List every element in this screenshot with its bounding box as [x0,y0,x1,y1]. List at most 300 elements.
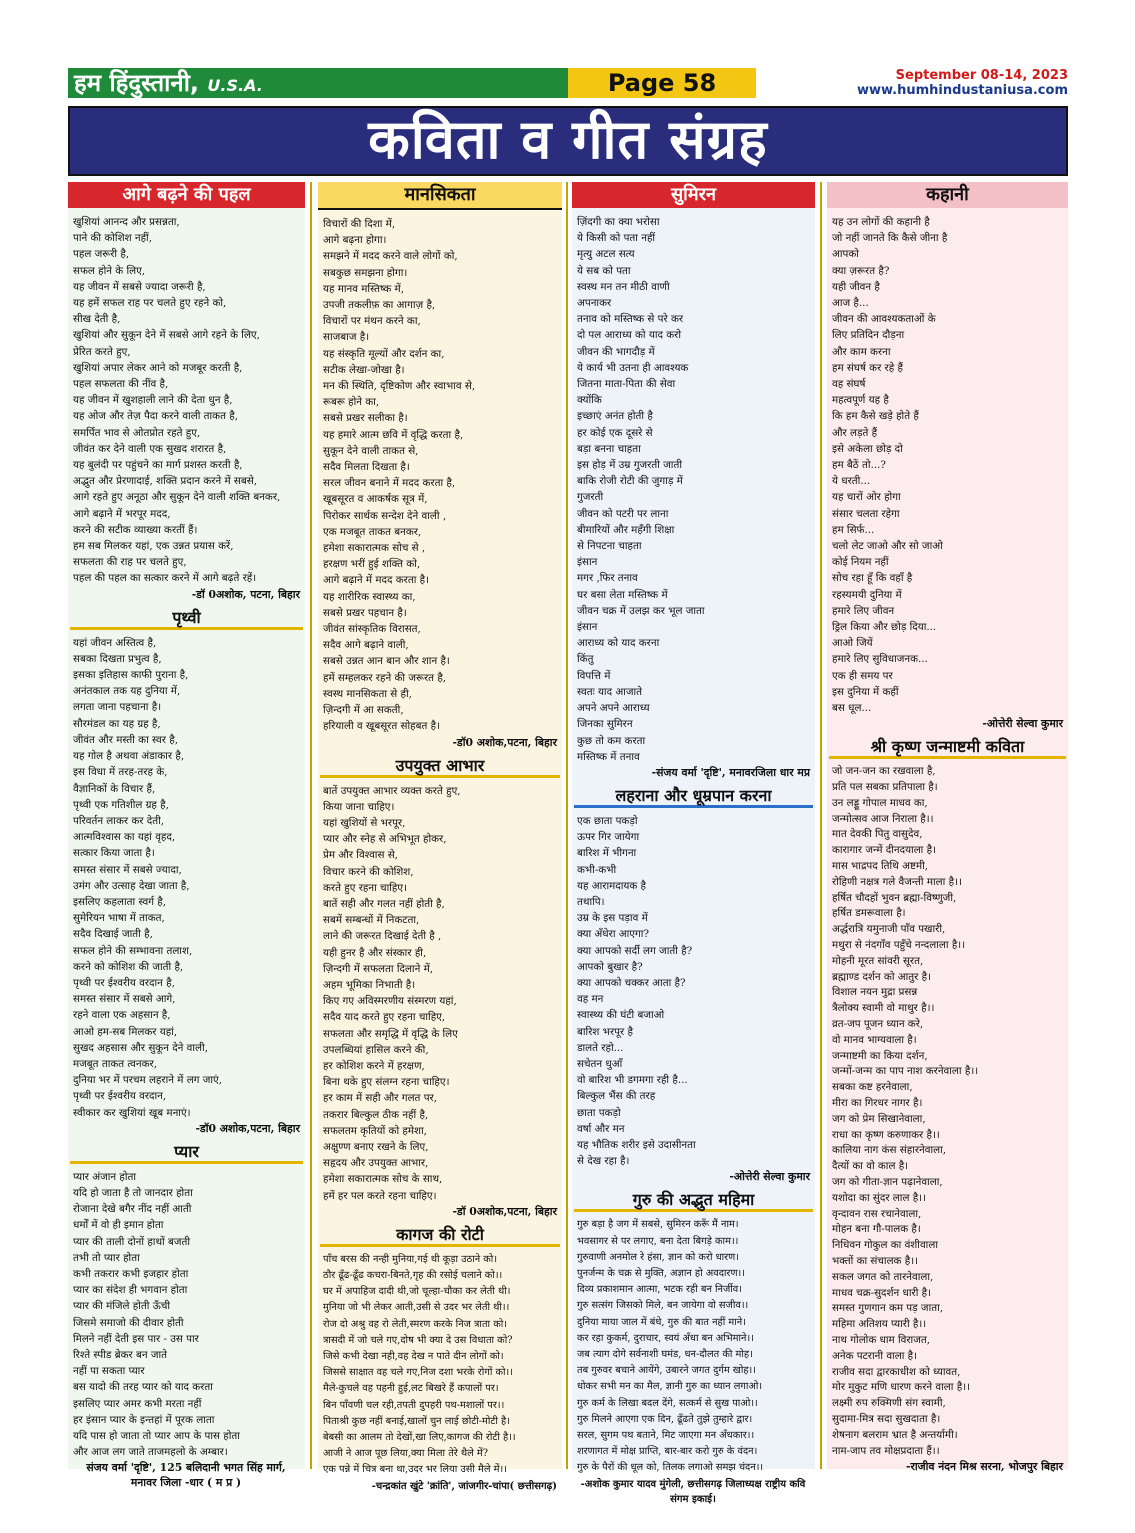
poem-line: आगे बढ़ाने में मदद करता है। [323,574,430,587]
poem-line: जीवन की आवश्यकताओं के [832,313,936,326]
poem-line: सरल जीवन बनाने में मदद करता है, [323,477,456,490]
poem-line: कुछ तो कम करता [577,734,646,747]
poem-line: गुरु के पैरों की धूल को, तिलक लगाओ समझ चंदन।। [577,1462,764,1474]
poem-line: चलो लेट जाओ और सो जाओ [832,540,943,553]
page-number: Page 58 [568,68,756,98]
poem-line: एक ही समय पर [832,669,893,682]
poem-line: समर्पित भाव से ओतप्रोत रहते हुए, [73,426,201,439]
poem-line: विशाल नयन मुद्रा प्रसन्न [832,986,918,999]
poem-line: रोहिणी नक्षत्र गले वैजन्ती माला है।। [832,875,962,888]
poem-line: ये धरती... [832,475,871,488]
issue-info [857,68,1068,98]
poem-line: प्यार और स्नेह से अभिभूत होकर, [323,833,447,846]
poem-line: हम बैठें तो...? [832,459,886,472]
poem-line: लक्ष्मी रुप रुक्मिणी संग स्वामी, [832,1397,946,1410]
column-heading: मानसिकता [318,182,562,210]
poem-line: आज है... [832,297,869,310]
poem-line: यह संस्कृति मूल्यों और दर्शन का, [323,347,445,360]
poem-body [572,1217,815,1476]
poem-line: बातें सही और गलत नहीं होती है, [323,897,445,910]
poem-line: सरल, सुगम पथ बताने, मिट जाएगा मन अँधकार।। [577,1430,755,1442]
poem-line: बेबसी का आलम तो देखों,खा लिए,कागज की रोटी है।। [323,1432,516,1444]
poem-line: अपने अपने आराध्य [577,702,650,715]
poem-line: सबका कष्ट हरनेवाला, [832,1081,913,1094]
poem-line: इंसान [577,621,598,634]
poem-line: सुखद अहसास और सुकून देने वाली, [73,1041,208,1054]
poem-line: मात देवकी पितु वासुदेव, [832,828,923,841]
poem-line: पहल सफलता की नींव है, [73,378,169,391]
poem-line: अहम भूमिका निभाती है। [323,978,416,991]
poem-credit: संजय वर्मा 'दृष्टि', 125 बलिदानी भगत सिंह मार्ग, मनावर जिला -धार ( म प्र ) [86,1461,286,1490]
poem-line: सौरमंडल का यह ग्रह है, [73,717,161,730]
poem-line: क्योंकि [577,394,602,407]
section-banner: कविता व गीत संग्रह [68,106,1068,176]
poem-line: हम संघर्ष कर रहे हैं [832,361,903,374]
poem-credit: -डॉ0 अशोक,पटना, बिहार [452,735,557,749]
poem-line: स्वस्थ मानसिकता से ही, [323,687,412,700]
poem-line: किए गए अविस्मरणीय संस्मरण यहां, [323,995,457,1008]
poem-line: यदि पास हो जाता तो प्यार आप के पास होता [73,1430,240,1443]
poem-line: पिताश्री कुछ नहीं बनाई,खालों चुन लाई छोटी-मोटी है। [323,1415,510,1427]
poem-line: ऊपर गिर जायेगा [577,831,640,844]
poem-line: आगे बढ़ना होगा। [323,234,387,247]
poem-title: उपयुक्त आभार [320,756,560,778]
poem-line: समस्त संसार में सबसे आगे, [73,993,176,1006]
poem-line: ब्रह्माण्ड दर्शन को आतुर है। [832,970,932,983]
poem-line: यह हमारे आत्म छवि में वृद्धि करता है, [323,428,464,441]
poem-line: प्रेम और विश्वास से, [323,849,398,862]
brand-suffix: U.S.A. [207,76,263,95]
column-divider [820,182,822,1469]
poem-line: सदैव दिखाई जाती है, [73,928,153,941]
poem-line: शेषनाग बलराम भ्रात है अन्तर्यामी। [832,1428,958,1441]
poem-line: तब गुरुवर बचाने आयेंगे, उबारने जगत दुर्गम खोह।। [577,1365,756,1377]
poem-line: सबकुछ समझना होगा। [323,266,408,279]
poem-body [68,1169,305,1461]
poem-line: जीवंत कर देने वाली एक सुखद शरारत है, [73,442,227,455]
poem-line: सफलता और समृद्धि में वृद्धि के लिए [323,1027,458,1040]
poem-line: प्रेरित करते हुए, [73,345,131,358]
poem-line: पहल की पहल का सत्कार करने में आगे बढ़ते रहें। [73,572,257,585]
poem-line: साजबाज है। [323,331,370,344]
poem-line: मोर मुकुट मणि धारण करने वाला है।। [832,1381,971,1394]
poem-body [572,813,815,1169]
poem-line: गुरु कर्म के लिखा बदल देंगे, सत्कर्म से सुख पाओ।। [577,1397,758,1409]
poem-line: आजी ने आज पूछ लिया,क्या मिला तेरे थैले में? [323,1448,489,1460]
poem-line: खूबसूरत व आकर्षक सूत्र में, [323,493,428,506]
poem-line: ये किसी को पता नहीं [577,232,656,245]
poem-line: समझने में मदद करने वाले लोगों को, [323,250,458,263]
poem-line: पिरोकर सार्थक सन्देश देने वाली , [323,509,447,522]
poem-line: मथुरा से नंदगाँव पहुँचे नन्दलाला है।। [832,939,966,952]
poem-line: कि हम कैसे खड़े होते हैं [832,410,919,423]
poem-credit: -ओत्तेरी सेल्वा कुमार [982,717,1063,731]
poem-line: इसलिए प्यार अमर कभी मरता नहीं [73,1397,202,1410]
poem-line: गुरुवाणी अनमोल रे हंसा, ज्ञान को करो धारण। [577,1251,739,1263]
poem-line: सबसे प्रखर पहचान है। [323,606,407,619]
poem-line: विचार करने की कोशिश, [323,865,414,878]
poem-line: ज़िन्दगी में सफलता दिलाने में, [323,962,434,975]
poem-line: उमंग और उत्साह देखा जाता है, [73,879,190,892]
poem-line: आओ जियें [832,637,873,650]
poem-line: आगे बढ़ाने में भरपूर मदद, [73,507,171,520]
poem-line: यह जीवन में खुशहाली लाने की देता धुन है, [73,394,233,407]
poem-line: सबसे उन्नत आन बान और शान है। [323,655,450,668]
poem-line: गुरु बड़ा है जग में सबसे, सुमिरन करूँ मैं नाम। [577,1219,739,1231]
column-2 [318,182,562,1492]
poem-line: अनंतकाल तक यह दुनिया में, [73,685,181,698]
poem-line: यह गोल है अथवा अंडाकार है, [73,750,185,763]
poem-line: तभी तो प्यार होता [73,1251,140,1264]
poem-line: जग को गीता-ज्ञान पढ़ानेवाला, [832,1176,943,1189]
poem-line: आपको [832,248,859,261]
poem-line: सोच रहा हूँ कि वहाँ है [832,572,913,585]
poem-line: जिसे कभी देखा नही,वह देख न पाते दीन लोगों को। [323,1351,504,1362]
poem-line: इस विधा में तरह-तरह के, [73,766,168,779]
poem-credit: -अशोक कुमार यादव मुंगेली, छत्तीसगढ़ जिलाध्यक्ष राष्ट्रीय कवि संगम इकाई। [580,1478,806,1505]
poem-line: जीवन की भागदौड़ में [577,345,655,358]
poem-line: आओ हम-सब मिलकर यहां, [73,1025,178,1038]
poem-line: खुशियां और सुकून देने में सबसे आगे रहने के लिए, [73,329,260,342]
poem-line: सफल होने के लिए, [73,264,146,277]
poem-line: इस दुनिया में कहीं [832,685,899,698]
poem-line: कालिया नाग कंस संहारनेवाला, [832,1144,947,1157]
poem-line: रहस्यमयी दुनिया में [832,588,902,601]
poem-line: वो मानव भाग्यवाला है। [832,1033,917,1046]
poem-line: बारिश भरपूर है [577,1025,633,1038]
poem-line: कभी तकरार कभी इजहार होता [73,1267,189,1280]
poem-line: बिना थके हुए संलग्न रहना चाहिए। [323,1076,450,1089]
poem-title: गुरु की अद्भुत महिमा [574,1190,813,1212]
column-3 [572,182,815,1505]
poem-line: विचारों की दिशा में, [323,218,396,230]
poem-line: रहने वाला एक अहसान है, [73,1009,171,1022]
poem-body [827,764,1068,1459]
poem-line: भवसागर से पर लगाए, बना देता बिगड़े काम।। [577,1235,739,1247]
poem-line: गुरु मिलने आएगा एक दिन, ढूँढते तुझे तुम्हारे द्वार। [577,1413,753,1425]
poem-title: श्री कृष्ण जन्माष्टमी कविता [829,737,1066,759]
poem-line: मुनिया जो भी लेकर आती,उसी से उदर भर लेती थी।। [323,1302,510,1314]
poem-line: राधा का कृष्ण करुणाकर है।। [832,1128,940,1141]
column-heading: कहानी [827,182,1068,208]
poem-line: जग को प्रेम सिखानेवाला, [832,1112,926,1125]
poem-line: ये कार्य भी उतना ही आवश्यक [577,361,689,374]
poem-line: यदि हो जाता है तो जानदार होता [73,1186,193,1199]
poem-title: कागज की रोटी [320,1225,560,1247]
poem-line: जो जन-जन का रखवाला है, [832,765,936,778]
poem-line: लिए प्रतिदिन दौड़ना [832,329,905,342]
poem-body [827,214,1068,716]
poem-line: मजबूत ताकत त्वनकर, [73,1057,157,1070]
poem-line: पृथ्वी एक गतिशील ग्रह है, [73,798,169,811]
poem-line: मस्तिष्क में तनाव [577,750,640,763]
poem-line: गुजरती [577,491,604,504]
poem-line: कभी-कभी [577,863,617,876]
poem-line: स्वस्थ मन तन मीठी वाणी [577,280,670,293]
poem-line: करने की सटीक व्याख्या करतीं हैं। [73,523,198,536]
poem-line: इसे अकेला छोड़ दो [832,442,903,455]
poem-line: सबमें सम्बन्धों में निकटता, [323,914,420,927]
poem-line: और लड़ते हैं [832,426,878,439]
poem-line: पाँच बरस की नन्ही मुनिया,गई थी कूड़ा उठाने को। [323,1253,498,1265]
poem-line: यही हुनर है और संस्कार ही, [323,946,427,959]
poem-title: पृथ्वी [70,608,303,630]
poem-line: त्रासदी में जो चले गए,दोष भी क्या दे उस विधाता को? [323,1334,513,1346]
poem-line: घर बसा लेता मस्तिष्क में [577,588,668,601]
poem-line: यह उन लोगों की कहानी है [832,216,930,228]
poem-line: विपत्ति में [577,669,611,682]
poem-line: क्या आपको चक्कर आता है? [577,976,686,989]
poem-line: पाने की कोशिश नहीं, [73,232,152,245]
poem-line: हमें हर पल करते रहना चाहिए। [323,1189,437,1202]
poem-line: यह ओज और तेज़ पैदा करने वाली ताकत है, [73,410,238,423]
column-4 [827,182,1068,1474]
poem-line: वर्षा और मन [577,1122,625,1135]
poem-line: किंतु [577,653,594,666]
poem-line: यह शारीरिक स्वास्थ्य का, [323,590,416,603]
poem-line: राजीव सदा द्वारकाधीश को ध्यावत, [832,1365,961,1378]
poem-body [572,214,815,765]
poem-line: हमारे लिए सुविधाजनक... [832,653,928,666]
poem-line: जितना माता-पिता की सेवा [577,378,676,391]
poem-line: ड्रिल किया और छोड़ दिया... [832,621,937,634]
poem-line: क्या ज़रूरत है? [832,264,890,277]
poem-line: कारागार जन्में दीनदयाला है। [832,844,936,857]
poem-line: यही जीवन है [832,280,880,293]
poem-line: प्रति पल सबका प्रतिपाला है। [832,781,938,794]
poem-line: यशोदा का सुंदर लाल है।। [832,1191,926,1204]
poem-line: वो बारिश भी डगमगा रही है... [577,1074,688,1087]
poem-line: उपजी तकलीफ़ का आगाज़ है, [323,299,436,312]
poem-line: यह आरामदायक है [577,879,647,892]
poem-line: सत्कार किया जाता है। [73,847,155,860]
poem-line: आपको बुखार है? [577,960,643,973]
poem-line: जिनका सुमिरन [577,718,633,731]
poem-line: हर्षित डमरूवाला है। [832,907,906,920]
poem-line: स्वीकार कर खुशियां खूब मनाएं। [73,1106,191,1119]
column-divider [310,182,312,1469]
poem-line: हमेशा सकारात्मक सोच के साथ, [323,1173,443,1186]
poem-line: मन की स्थिति, दृष्टिकोण और स्वाभाव से, [323,380,476,393]
poem-line: परिवर्तन लाकर कर देती, [73,814,165,827]
poem-line: विचारों पर मंथन करने का, [323,315,421,328]
poem-line: प्यार की ताली दोनों हाथों बजती [73,1235,191,1248]
poem-line: जन्मों-जन्म का पाप नाश करनेवाला है।। [832,1065,979,1078]
poem-line: महिमा अतिशय प्यारी है।। [832,1318,927,1331]
poem-body [318,1252,562,1479]
poem-line: भक्तों का संचालक है।। [832,1255,919,1267]
poem-line: शरणागत में मोक्ष प्राप्ति, बार-बार करो गुरु के वंदन। [577,1446,758,1458]
poem-line: पुनर्जन्म के चक्र से मुक्ति, अज्ञान हो अवदारण।। [577,1267,745,1279]
poem-credit: -डॉ 0अशोक,पटना, बिहार [452,1204,557,1218]
poem-line: रूबरू होने का, [323,396,380,409]
poem-line: मिलने नहीं देती इस पार - उस पार [73,1332,199,1345]
poem-line: लाने की जरूरत दिखाई देती है , [323,930,442,943]
poem-line: सटीक लेखा-जोखा है। [323,363,405,376]
poem-line: हमें सम्हलकर रहने की जरूरत है, [323,671,447,684]
poem-line: इसलिए कहलाता स्वर्ग है, [73,895,167,908]
poem-title: प्यार [70,1142,303,1164]
poem-line: सफलतम कृतियों को हमेशा, [323,1124,427,1137]
poem-line: हम सब मिलकर यहां, एक उन्नत प्रयास करें, [73,540,234,553]
poem-line: मोहनी मूरत सांवरी सूरत, [832,954,924,967]
poem-line: इसका इतिहास काफी पुराना है, [73,669,189,682]
poem-line: सचेतन धुआँ [577,1057,623,1070]
poem-line: बातें उपयुक्त आभार व्यक्त करते हुए, [323,784,461,797]
poem-line: हमेशा सकारात्मक सोच से , [323,542,426,555]
poem-body [318,216,562,735]
poem-line: संसार चलता रहेगा [832,507,900,520]
poem-line: हर कोशिश करने में हरक्षण, [323,1059,425,1072]
poem-line: स्वास्थ्य की घंटी बजाओ [577,1009,665,1022]
poem-line: उम्र के इस पड़ाव में [577,912,648,925]
poem-line: जिसमे समाजो की दीवार होती [73,1316,184,1329]
poem-body [318,783,562,1204]
poem-line: एक मजबूत ताकत बनकर, [323,525,422,538]
poem-line: हमारे लिए जीवन [832,604,895,617]
poem-line: मोहन बना गौ-पालक है। [832,1223,921,1236]
poem-line: अद्भुत और प्रेरणादाई, शक्ति प्रदान करने में सबसे, [73,475,257,488]
poem-line: अनेक पटरानी वाला है। [832,1349,918,1362]
poem-line: एक छाता पकड़ो [577,814,638,827]
poem-body [68,214,305,587]
poem-line: जीवन को पटरी पर लाना [577,507,669,520]
poem-line: खुशियां आनन्द और प्रसन्नता, [73,216,180,228]
poem-line: डालते रहो... [577,1041,624,1054]
poem-line: यह जीवन में सबसे ज्यादा जरूरी है, [73,280,206,293]
poem-line: प्यार की मंजिले होती ऊँची [73,1300,171,1313]
poem-line: सीख देती है, [73,313,121,326]
website-link[interactable]: www.humhindustaniusa.com [856,83,1068,98]
page-header [68,68,1068,100]
poem-line: ज़िन्दगी में आ सकती, [323,704,404,717]
poem-line: समस्त गुणगान कम पड़ जाता, [832,1302,944,1315]
poem-line: सदैव मिलता दिखता है। [323,461,410,474]
poem-line: गुरु सत्संग जिसको मिले, बन जायेगा वो सजीव।। [577,1300,749,1312]
poem-line: वैज्ञानिकों के विचार हैं, [73,782,156,795]
poem-line: और काम करना [832,345,891,358]
poem-line: नहीं पा सकता प्यार [73,1365,145,1378]
poem-line: कोई नियम नहीं [832,556,889,569]
poem-line: आत्मविश्वास का यहां वृहद, [73,831,176,844]
poem-line: क्या अँधेरा आएगा? [577,928,649,941]
poem-credit: -डॉ 0अशोक, पटना, बिहार [191,587,300,601]
poem-line: नाथ गोलोक धाम विराजत, [832,1333,931,1346]
poem-line: जन्मोत्सव आज निराला है।। [832,812,934,825]
poem-line: उपलब्धियां हासिल करने की, [323,1043,429,1056]
poem-line: कर रहा कुकर्म, दुराचार, स्वयं अँधा बन अभिमाने।। [577,1332,754,1344]
poem-line: घर में अपाहिज दादी थी,जो चूल्हा-चौका कर लेती थी। [323,1286,511,1298]
poem-line: जिससे साक्षात वह चले गए,निज दशा भरके रोगों को।। [323,1367,513,1379]
poem-line: ज़िंदगी का क्या भरोसा [577,216,660,228]
poem-line: सफल होने की सम्भावना तलाश, [73,944,193,957]
poem-line: करते हुए रहना चाहिए। [323,881,407,894]
poem-line: यहां खुशियों से भरपूर, [323,816,406,829]
poem-line: एक पन्ने में चित्र बना था,उदर भर लिया उसी मैले में।। [323,1464,507,1476]
column-heading: सुमिरन [572,182,815,208]
poem-line: बिन पाँवणी चल रही,तपती दुपहरी पथ-मशालों पर।। [323,1399,505,1411]
poem-line: सहृदय और उपयुक्त आभार, [323,1157,429,1170]
issue-date: September 08-14, 2023 [895,68,1068,83]
poem-line: रिश्ते स्पीड ब्रेकर बन जाते [73,1349,168,1361]
poem-line: पहल जरूरी है, [73,248,130,261]
poem-line: तथापि। [577,895,605,908]
poem-line: इच्छाएं अनंत होती है [577,410,653,423]
poem-line: यह बुलंदी पर पहुंचने का मार्ग प्रशस्त करती है, [73,459,243,472]
poem-line: सदैव आगे बढ़ाने वाली, [323,639,409,652]
poem-line: दिव्य प्रकाशमान आत्मा, भटक रही बन निर्जीव। [577,1284,742,1296]
poem-line: तकरार बिल्कुल ठीक नहीं है, [323,1108,429,1121]
poem-line: मृत्यु अटल सत्य [577,248,635,261]
poem-line: प्यार अंजान होता [73,1170,137,1183]
poem-line: जीवंत और मस्ती का स्वर है, [73,733,178,746]
poem-credit: -राजीव नंदन मिश्र सरना, भोजपुर बिहार [905,1460,1063,1474]
poem-line: अक्षुण्ण बनाए रखने के लिए, [323,1140,429,1153]
poem-line: पृथ्वी पर ईश्वरीय वरदान, [73,1090,167,1103]
poem-line: प्यार का संदेश ही भगवान होता [73,1284,188,1297]
poem-line: हम सिर्फ... [832,523,875,536]
poem-line: सफलता की राह पर चलते हुए, [73,556,187,569]
poem-line: सबसे प्रखर सलीका है। [323,412,408,425]
poem-credit: -डॉ0 अशोक,पटना, बिहार [195,1121,300,1135]
poem-line: जन्माष्टमी का किया दर्शन, [832,1049,928,1062]
poem-line: सुकून देने वाली ताकत से, [323,444,419,457]
brand-name: हम हिंदुस्तानी, [74,69,200,97]
poem-line: हर इंसान प्यार के इन्तहां में पूरक लाता [73,1413,215,1426]
poem-line: दैत्यों का वो काल है। [832,1160,909,1173]
poem-credit: -चन्द्रकांत खुंटे 'क्रांति', जांजगीर-चांपा( छत्तीसगढ़) [371,1480,557,1492]
poem-line: बाकि रोजी रोटी की जुगाड़ में [577,475,683,488]
poem-line: बीमारियों और महँगी शिक्षा [577,523,675,536]
poem-line: अर्द्धरात्रि यमुनाजी पाँव पखारी, [832,923,946,936]
poem-line: माधव चक्र-सुदर्शन धारी है। [832,1286,932,1299]
poem-line: यहां जीवन अस्तित्व है, [73,636,157,649]
column-heading: आगे बढ़ने की पहल [68,182,305,208]
newspaper-brand [68,68,568,98]
poem-line: रोजाना देखे बगैर नींद नहीं आती [73,1203,192,1216]
poem-line: पृथ्वी पर ईश्वरीय वरदान है, [73,976,175,989]
poem-line: क्या आपको सर्दी लग जाती है? [577,944,693,957]
poem-line: इस होड़ में उम्र गुजरती जाती [577,459,683,472]
poem-line: नाम-जाप तव मोक्षप्रदाता हैं।। [832,1444,940,1457]
poem-line: हर कोई एक दूसरे से [577,426,653,439]
poem-line: हरियाली व खूबसूरत सोहबत है। [323,720,441,733]
poem-line: रोज दो अश्रु वह रो लेती,स्मरण करके निज त्राता को। [323,1318,507,1330]
poem-line: जो नहीं जानते कि कैसे जीना है [832,232,948,245]
poem-line: धोकर सभी मन का मैल, ज्ञानी गुरु का ध्यान लगाओ। [577,1381,763,1393]
poem-line: सुमेरियन भाषा में ताकत, [73,912,165,925]
poem-line: हर काम में सही और गलत पर, [323,1092,438,1105]
poem-line: सबका दिखता प्रभुत्व है, [73,652,162,665]
poem-line: दुनिया माया जाल में बंधे, गुरु की बात नहीं माने। [577,1316,746,1328]
poem-line: करने को कोशिश की जाती है, [73,960,184,973]
poem-line: हर्षित चौदहों भुवन ब्रह्मा-विष्णुजी, [832,891,957,904]
poem-credit: -संजय वर्मा 'दृष्टि', मनावरजिला धार मप्र [651,765,810,779]
poem-line: मास भाद्रपद तिथि अष्टमी, [832,860,929,873]
poem-line: सदैव याद करते हुए रहना चाहिए, [323,1011,446,1024]
poem-line: निधिवन गोकुल का वंशीवाला [832,1239,939,1252]
poem-credit: -ओत्तेरी सेल्वा कुमार [729,1170,810,1184]
poem-line: व्रत-जप पूजन ध्यान करे, [832,1018,924,1031]
poem-line: यह चारों ओर होगा [832,491,901,504]
poem-line: सुदामा-मित्र सदा सुखदाता है। [832,1412,941,1425]
poem-line: लगता जाना पहचाना है। [73,701,162,714]
poem-line: मगर ,फिर तनाव [577,572,638,585]
poem-line: महत्वपूर्ण यह है [832,394,889,407]
poem-line: वृन्दावन रास रचानेवाला, [832,1207,922,1220]
column-divider [566,182,568,1469]
poem-line: वह मन [577,993,604,1006]
